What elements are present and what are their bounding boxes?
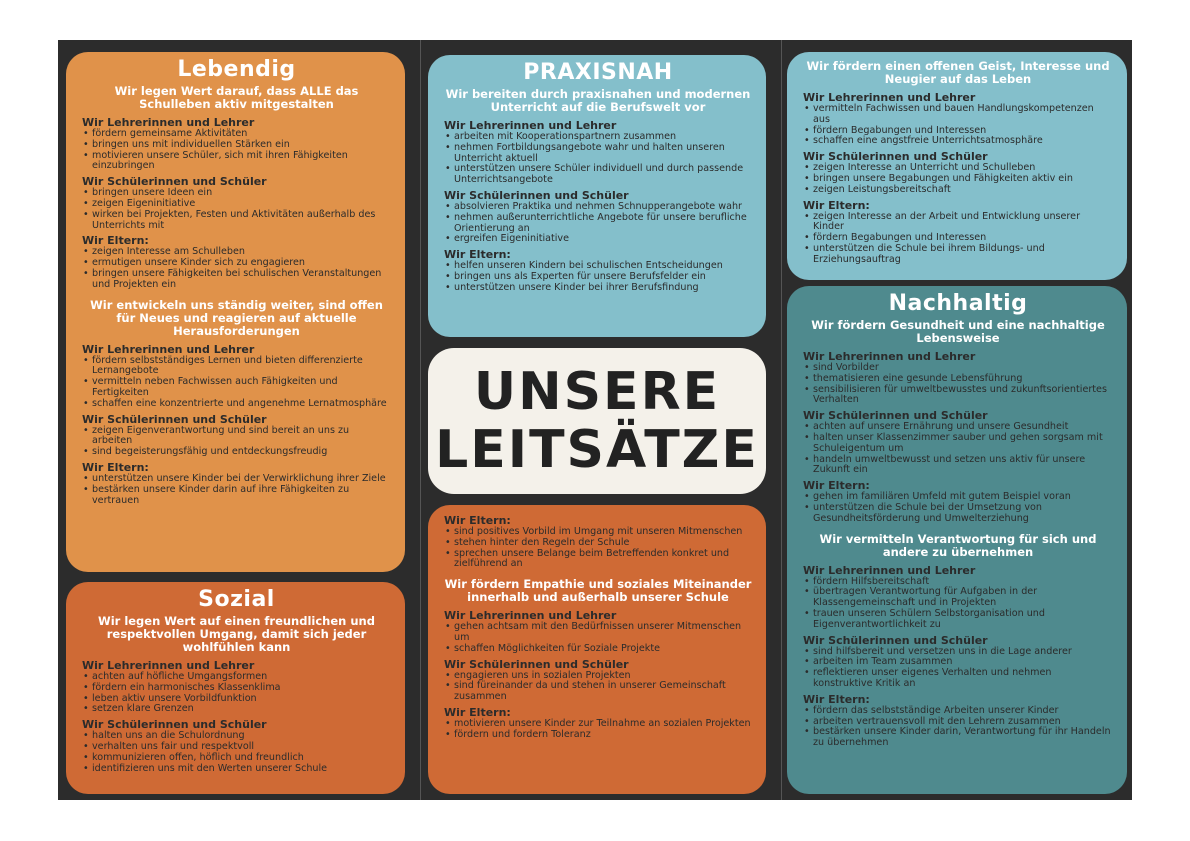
list-item: • bringen unsere Fähigkeiten bei schulischen Veranstaltungen und Projekten ein	[82, 269, 391, 291]
nachhaltig-title: Nachhaltig	[888, 291, 1028, 316]
group-heading: Wir Schülerinnen und Schüler	[444, 657, 629, 671]
list-item: • achten auf unsere Ernährung und unsere Gesundheit	[803, 422, 1113, 433]
card-offener-geist	[787, 52, 1127, 280]
list-item: • nehmen Fortbildungsangebote wahr und halten unseren Unterricht aktuell	[444, 143, 752, 165]
list-item: • schaffen Möglichkeiten für Soziale Projekte	[444, 644, 752, 655]
praxisnah-subtitle: Wir bereiten durch praxisnahen und modernen Unterricht auf die Berufswelt vor	[445, 87, 751, 114]
list-item: • arbeiten mit Kooperationspartnern zusammen	[444, 132, 752, 143]
praxisnah-title: PRAXISNAH	[523, 60, 673, 85]
group-heading: Wir Schülerinnen und Schüler	[444, 188, 629, 202]
list-item: • fördern Begabungen und Interessen	[803, 126, 1113, 137]
list-item: • fördern Begabungen und Interessen	[803, 233, 1113, 244]
list-item: • übertragen Verantwortung für Aufgaben in der Klassengemeinschaft und in Projekten	[803, 587, 1113, 609]
list-item: • halten uns an die Schulordnung	[82, 731, 391, 742]
list-item: • arbeiten vertrauensvoll mit den Lehrern zusammen	[803, 717, 1113, 728]
list-item: • zeigen Interesse an Unterricht und Schulleben	[803, 163, 1113, 174]
lebendig-title: Lebendig	[177, 57, 296, 82]
list-item: • leben aktiv unsere Vorbildfunktion	[82, 694, 391, 705]
group-heading: Wir Schülerinnen und Schüler	[803, 409, 988, 423]
group-heading: Wir Eltern:	[82, 460, 149, 474]
list-item: • zeigen Interesse am Schulleben	[82, 247, 391, 258]
group-heading: Wir Schülerinnen und Schüler	[82, 412, 267, 426]
list-item: • bringen unsere Begabungen und Fähigkeiten aktiv ein	[803, 174, 1113, 185]
lebendig-groups	[82, 117, 391, 291]
group-heading: Wir Eltern:	[803, 198, 870, 212]
list-item: • wirken bei Projekten, Festen und Aktivitäten außerhalb des Unterrichts mit	[82, 210, 391, 232]
group-heading: Wir Schülerinnen und Schüler	[803, 633, 988, 647]
list-item: • sprechen unsere Belange beim Betreffenden konkret und zielführend an	[444, 549, 752, 571]
list-item: • unterstützen unsere Kinder bei ihrer Berufsfindung	[444, 283, 752, 294]
list-item: • reflektieren unser eigenes Verhalten und nehmen konstruktive Kritik an	[803, 668, 1113, 690]
title-box	[428, 348, 766, 494]
list-item: • thematisieren eine gesunde Lebensführung	[803, 374, 1113, 385]
sozial2-subtitle: Wir fördern Empathie und soziales Miteinander innerhalb und außerhalb unserer Schule	[444, 577, 752, 605]
fold-line-left	[420, 40, 421, 800]
sozial-subtitle: Wir legen Wert auf einen freundlichen und respektvollen Umgang, damit sich jeder wohlfühlen kann	[98, 614, 375, 654]
list-item: • zeigen Eigenverantwortung und sind bereit an uns zu arbeiten	[82, 426, 391, 448]
list-item: • ermutigen unsere Kinder sich zu engagieren	[82, 258, 391, 269]
list-item: • setzen klare Grenzen	[82, 704, 391, 715]
group-heading: Wir Eltern:	[803, 479, 870, 493]
sozial-title: Sozial	[198, 587, 275, 612]
geist-subtitle: Wir fördern einen offenen Geist, Interesse und Neugier auf das Leben	[806, 59, 1110, 86]
list-item: • gehen achtsam mit den Bedürfnissen unserer Mitmenschen um	[444, 622, 752, 644]
list-item: • stehen hinter den Regeln der Schule	[444, 538, 752, 549]
list-item: • trauen unseren Schülern Selbstorganisation und Eigenverantwortlichkeit zu	[803, 609, 1113, 631]
list-item: • zeigen Eigeninitiative	[82, 199, 391, 210]
list-item: • unterstützen die Schule bei der Umsetzung von Gesundheitsförderung und Umwelterziehung	[803, 503, 1113, 525]
lebendig-subtitle: Wir legen Wert darauf, dass ALLE das Schulleben aktiv mitgestalten	[114, 84, 359, 111]
group-heading: Wir Eltern:	[444, 705, 511, 719]
list-item: • sind Vorbilder	[803, 363, 1113, 374]
list-item: • fördern ein harmonisches Klassenklima	[82, 683, 391, 694]
list-item: • motivieren unsere Kinder zur Teilnahme an sozialen Projekten	[444, 719, 752, 730]
group-heading: Wir Eltern:	[803, 692, 870, 706]
list-item: • bestärken unsere Kinder darin, Verantwortung für ihr Handeln zu übernehmen	[803, 727, 1113, 749]
list-item: • fördern selbstständiges Lernen und bieten differenzierte Lernangebote	[82, 356, 391, 378]
list-item: • ergreifen Eigeninitiative	[444, 234, 752, 245]
list-item: • nehmen außerunterrichtliche Angebote für unsere berufliche Orientierung an	[444, 213, 752, 235]
list-item: • sind hilfsbereit und versetzen uns in die Lage anderer	[803, 647, 1113, 658]
nachhaltig-groups	[803, 351, 1113, 525]
list-item: • unterstützen die Schule bei ihrem Bildungs- und Erziehungsauftrag	[803, 244, 1113, 266]
group-heading: Wir Lehrerinnen und Lehrer	[803, 563, 976, 577]
group-heading: Wir Lehrerinnen und Lehrer	[82, 342, 255, 356]
title-line-1: UNSERE	[473, 362, 721, 422]
group-heading: Wir Lehrerinnen und Lehrer	[82, 659, 255, 672]
list-item: • sind positives Vorbild im Umgang mit unseren Mitmenschen	[444, 527, 752, 538]
group-heading: Wir Schülerinnen und Schüler	[82, 175, 267, 189]
group-heading: Wir Schülerinnen und Schüler	[803, 150, 988, 164]
list-item: • fördern und fordern Toleranz	[444, 730, 752, 741]
sozial-groups	[82, 660, 391, 774]
list-item: • handeln umweltbewusst und setzen uns aktiv für unsere Zukunft ein	[803, 455, 1113, 477]
list-item: • helfen unseren Kindern bei schulischen Entscheidungen	[444, 261, 752, 272]
list-item: • vermitteln Fachwissen und bauen Handlungskompetenzen aus	[803, 104, 1113, 126]
list-item: • sind begeisterungsfähig und entdeckungsfreudig	[82, 447, 391, 458]
list-item: • engagieren uns in sozialen Projekten	[444, 671, 752, 682]
card-praxisnah	[428, 55, 766, 337]
list-item: • bringen unsere Ideen ein	[82, 188, 391, 199]
sozial2-groups	[444, 515, 752, 570]
group-heading: Wir Lehrerinnen und Lehrer	[82, 116, 255, 129]
list-item: • achten auf höfliche Umgangsformen	[82, 672, 391, 683]
lebendig-groups-2	[82, 344, 391, 507]
group-heading: Wir Schülerinnen und Schüler	[82, 718, 267, 732]
list-item: • motivieren unsere Schüler, sich mit ihren Fähigkeiten einzubringen	[82, 151, 391, 173]
praxisnah-groups	[444, 120, 752, 294]
list-item: • bestärken unsere Kinder darin auf ihre Fähigkeiten zu vertrauen	[82, 485, 391, 507]
list-item: • vermitteln neben Fachwissen auch Fähigkeiten und Fertigkeiten	[82, 377, 391, 399]
nachhaltig-groups-2	[803, 565, 1113, 749]
list-item: • schaffen eine angstfreie Unterrichtsatmosphäre	[803, 136, 1113, 147]
group-heading: Wir Eltern:	[82, 234, 149, 248]
list-item: • schaffen eine konzentrierte und angenehme Lernatmosphäre	[82, 399, 391, 410]
list-item: • kommunizieren offen, höflich und freundlich	[82, 753, 391, 764]
list-item: • unterstützen unsere Kinder bei der Verwirklichung ihrer Ziele	[82, 474, 391, 485]
lebendig-subtitle-2: Wir entwickeln uns ständig weiter, sind offen für Neues und reagieren auf aktuelle Herausforderungen	[90, 297, 383, 338]
list-item: • bringen uns als Experten für unsere Berufsfelder ein	[444, 272, 752, 283]
list-item: • verhalten uns fair und respektvoll	[82, 742, 391, 753]
group-heading: Wir Lehrerinnen und Lehrer	[444, 119, 617, 132]
group-heading: Wir Lehrerinnen und Lehrer	[803, 91, 976, 104]
list-item: • arbeiten im Team zusammen	[803, 657, 1113, 668]
sozial2-groups-2	[444, 610, 752, 740]
geist-groups	[803, 92, 1113, 266]
fold-line-right	[781, 40, 782, 800]
list-item: • sensibilisieren für umweltbewusstes und zukunftsorientiertes Verhalten	[803, 385, 1113, 407]
group-heading: Wir Eltern:	[444, 514, 511, 527]
nachhaltig-subtitle-2: Wir vermitteln Verantwortung für sich und andere zu übernehmen	[819, 531, 1097, 559]
nachhaltig-subtitle: Wir fördern Gesundheit und eine nachhaltige Lebensweise	[811, 318, 1105, 345]
card-nachhaltig	[787, 286, 1127, 794]
list-item: • bringen uns mit individuellen Stärken ein	[82, 140, 391, 151]
list-item: • fördern Hilfsbereitschaft	[803, 577, 1113, 588]
card-sozial-continued	[428, 505, 766, 794]
list-item: • fördern das selbstständige Arbeiten unserer Kinder	[803, 706, 1113, 717]
list-item: • identifizieren uns mit den Werten unserer Schule	[82, 764, 391, 775]
list-item: • fördern gemeinsame Aktivitäten	[82, 129, 391, 140]
list-item: • zeigen Leistungsbereitschaft	[803, 185, 1113, 196]
title-line-2: LEITSÄTZE	[435, 420, 759, 480]
list-item: • sind füreinander da und stehen in unserer Gemeinschaft zusammen	[444, 681, 752, 703]
list-item: • absolvieren Praktika und nehmen Schnupperangebote wahr	[444, 202, 752, 213]
list-item: • halten unser Klassenzimmer sauber und gehen sorgsam mit Schuleigentum um	[803, 433, 1113, 455]
card-sozial	[66, 582, 405, 794]
list-item: • gehen im familiären Umfeld mit gutem Beispiel voran	[803, 492, 1113, 503]
list-item: • unterstützen unsere Schüler individuell und durch passende Unterrichtsangebote	[444, 164, 752, 186]
group-heading: Wir Lehrerinnen und Lehrer	[444, 609, 617, 623]
group-heading: Wir Eltern:	[444, 248, 511, 262]
card-lebendig	[66, 52, 405, 572]
list-item: • zeigen Interesse an der Arbeit und Entwicklung unserer Kinder	[803, 212, 1113, 234]
group-heading: Wir Lehrerinnen und Lehrer	[803, 350, 976, 363]
